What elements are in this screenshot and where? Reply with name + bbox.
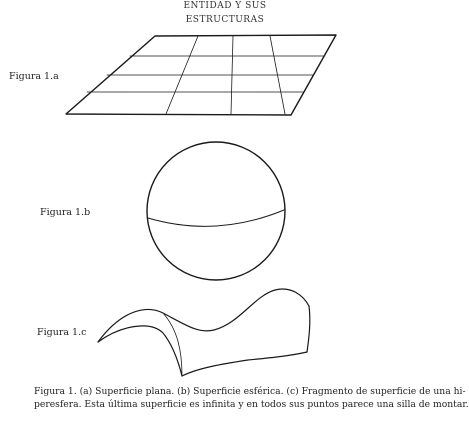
figure-label-c: Figura 1.c	[37, 327, 87, 338]
saddle-left-edge	[98, 326, 182, 376]
saddle-right-edge	[307, 306, 310, 352]
figure-caption	[34, 386, 469, 411]
sphere-outline	[147, 142, 285, 280]
figure-label-a: Figura 1.a	[9, 71, 59, 82]
running-head-text: ENTIDAD Y SUS ESTRUCTURAS	[183, 1, 267, 25]
saddle-bottom-edge	[182, 352, 307, 376]
sphere-equator	[148, 210, 284, 226]
saddle-top-edge	[98, 289, 309, 342]
caption-line-1: Figura 1. (a) Superficie plana. (b) Superficie esférica. (c) Fragmento de superficie de una hi-	[34, 386, 466, 397]
flat-plane-drawing	[66, 35, 336, 115]
caption-line-2: peresfera. Esta última superficie es infinita y en todos sus puntos parece una silla de montar.	[34, 398, 469, 410]
saddle-drawing	[98, 289, 310, 376]
figure-label-b: Figura 1.b	[40, 207, 91, 218]
sphere-drawing	[147, 142, 285, 280]
